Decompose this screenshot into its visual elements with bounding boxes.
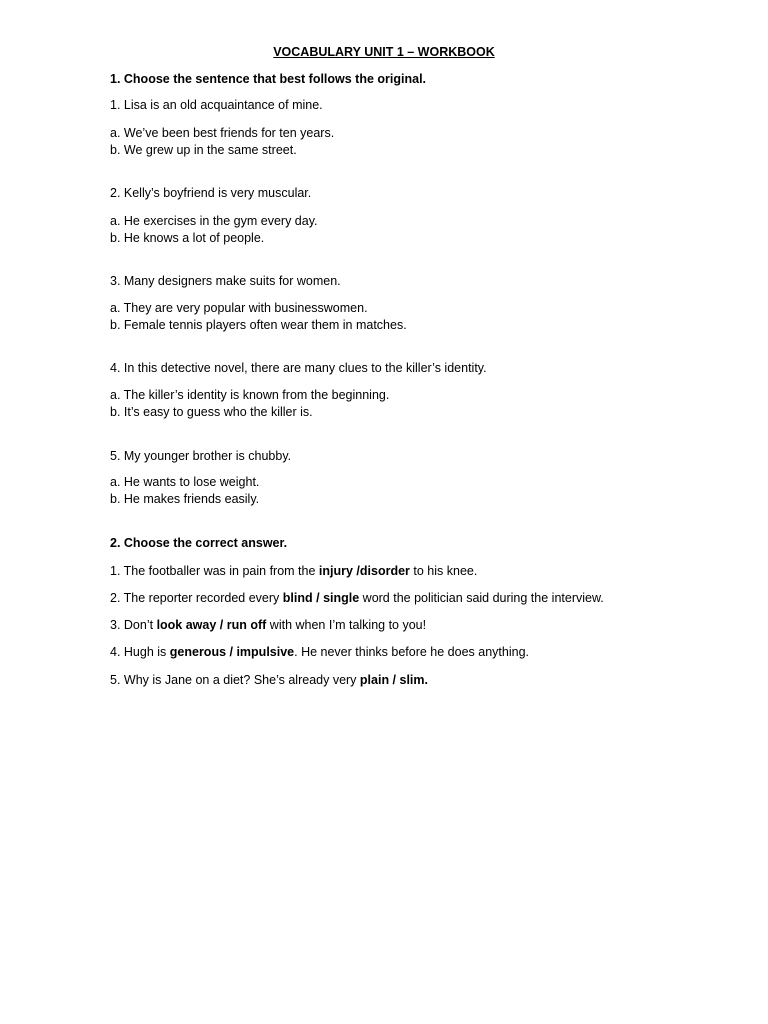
s2-q2 bbox=[110, 590, 604, 607]
s2-q2-pre: 2. The reporter recorded every bbox=[110, 591, 283, 605]
s2-q3-option-1: look away / bbox=[156, 618, 224, 632]
s2-q1-option-2: disorder bbox=[359, 564, 410, 578]
s1-q3-option-a: a. They are very popular with businesswomen. bbox=[110, 301, 368, 315]
s1-q5-option-b: b. He makes friends easily. bbox=[110, 492, 260, 506]
page-title: VOCABULARY UNIT 1 – WORKBOOK bbox=[273, 45, 495, 59]
s1-q2-stem: 2. Kelly’s boyfriend is very muscular. bbox=[110, 186, 312, 200]
s2-q2-option-2: single bbox=[319, 591, 360, 605]
s2-q4-post: . He never thinks before he does anything. bbox=[294, 645, 529, 659]
s2-q4-option-2: impulsive bbox=[232, 645, 295, 659]
s2-q5-option-2: slim. bbox=[396, 673, 428, 687]
section1-heading: 1. Choose the sentence that best follows the original. bbox=[110, 72, 427, 86]
s2-q1-pre: 1. The footballer was in pain from the bbox=[110, 564, 319, 578]
s1-q2-option-b: b. He knows a lot of people. bbox=[110, 231, 265, 245]
section2-heading: 2. Choose the correct answer. bbox=[110, 536, 288, 550]
s2-q2-post: word the politician said during the interview. bbox=[359, 591, 604, 605]
s1-q5-option-a: a. He wants to lose weight. bbox=[110, 475, 260, 489]
s1-q1-option-a: a. We’ve been best friends for ten years. bbox=[110, 126, 335, 140]
s2-q1-post: to his knee. bbox=[409, 564, 478, 578]
s2-q1 bbox=[110, 563, 477, 580]
s2-q1-option-1: injury / bbox=[318, 564, 360, 578]
s2-q4-option-1: generous / bbox=[169, 645, 233, 659]
s1-q3-option-b: b. Female tennis players often wear them in matches. bbox=[110, 318, 407, 332]
s2-q5-option-1: plain / bbox=[359, 673, 397, 687]
s2-q4-pre: 4. Hugh is bbox=[110, 645, 170, 659]
s2-q5-pre: 5. Why is Jane on a diet? She’s already very bbox=[110, 673, 360, 687]
s1-q3-stem: 3. Many designers make suits for women. bbox=[110, 274, 341, 288]
s2-q5 bbox=[110, 672, 428, 689]
s1-q4-option-a: a. The killer’s identity is known from the beginning. bbox=[110, 388, 390, 402]
s1-q2-option-a: a. He exercises in the gym every day. bbox=[110, 214, 318, 228]
s2-q3-pre: 3. Don’t bbox=[110, 618, 157, 632]
s1-q1-option-b: b. We grew up in the same street. bbox=[110, 143, 297, 157]
s1-q4-option-b: b. It’s easy to guess who the killer is. bbox=[110, 405, 313, 419]
s1-q5-stem: 5. My younger brother is chubby. bbox=[110, 449, 292, 463]
s2-q3-option-2: run off bbox=[223, 618, 267, 632]
s1-q4-stem: 4. In this detective novel, there are many clues to the killer’s identity. bbox=[110, 361, 487, 375]
s2-q4 bbox=[110, 644, 529, 661]
s2-q3-post: with when I’m talking to you! bbox=[266, 618, 427, 632]
s2-q3 bbox=[110, 617, 426, 634]
s1-q1-stem: 1. Lisa is an old acquaintance of mine. bbox=[110, 98, 323, 112]
s2-q2-option-1: blind / bbox=[282, 591, 320, 605]
